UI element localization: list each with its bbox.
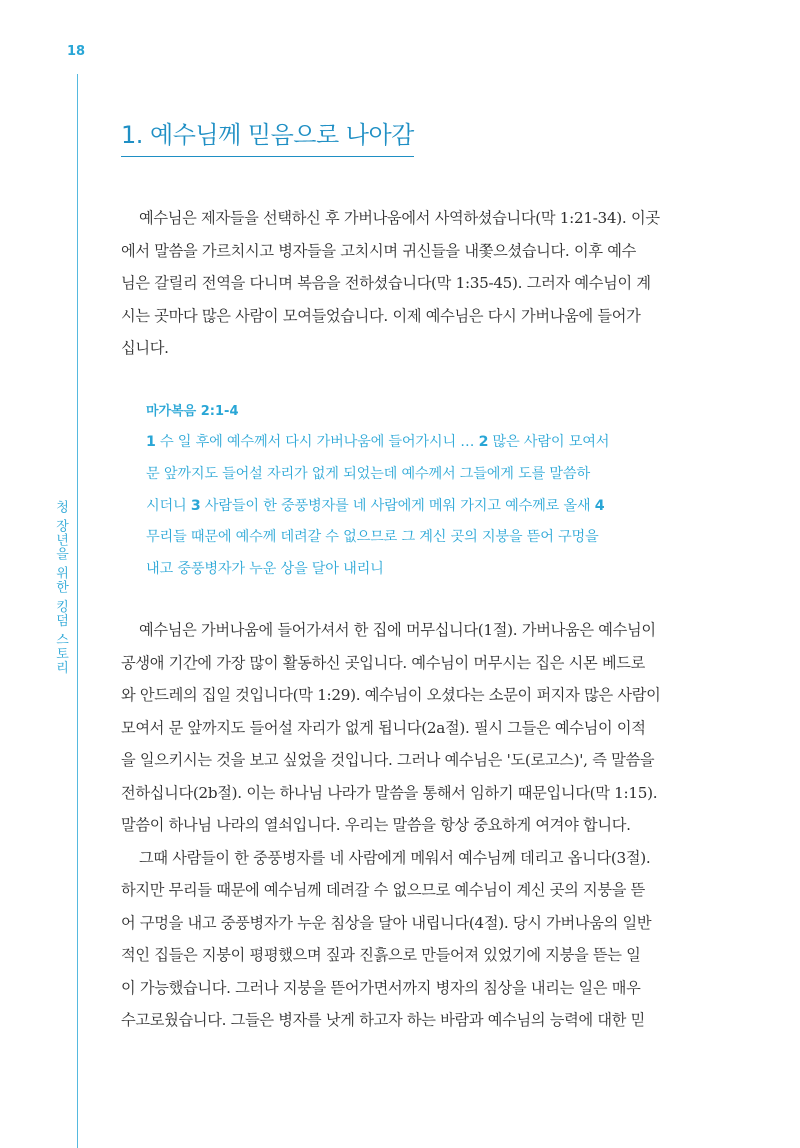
scripture-line bbox=[146, 554, 676, 586]
verse-text: 많은 사람이 모여서 bbox=[488, 434, 610, 450]
text-line: 예수님은 제자들을 선택하신 후 가버나움에서 사역하셨습니다(막 1:21-34). 이곳 bbox=[139, 209, 660, 227]
text-line: 어 구멍을 내고 중풍병자가 누운 침상을 달아 내립니다(4절). 당시 가버나움의 일반 bbox=[121, 913, 652, 932]
text-line: 예수님은 가버나움에 들어가셔서 한 집에 머무십니다(1절). 가버나움은 예수님이 bbox=[139, 621, 656, 639]
verse-text: 사람들이 한 중풍병자를 네 사람에게 메워 가지고 예수께로 올새 bbox=[200, 497, 595, 514]
text-line: 그때 사람들이 한 중풍병자를 네 사람에게 메워서 예수님께 데리고 옵니다(3절). bbox=[139, 848, 651, 867]
book-title-sidebar: 청 장년을 위한 킹덤 스토리 bbox=[53, 500, 68, 675]
verse-number: 3 bbox=[190, 497, 201, 514]
text-line: 시는 곳마다 많은 사람이 모여들었습니다. 이제 예수님은 다시 가버나움에 들어가 bbox=[121, 306, 641, 325]
scripture-text bbox=[146, 427, 676, 586]
verse-number: 2 bbox=[478, 434, 489, 450]
body-paragraph bbox=[121, 614, 695, 1037]
scripture-quote bbox=[146, 400, 676, 586]
scripture-line bbox=[146, 491, 676, 523]
verse-text: 수 일 후에 예수께서 다시 가버나움에 들어가시니 … bbox=[155, 434, 479, 450]
text-line: 적인 집들은 지붕이 평평했으며 짚과 진흙으로 만들어져 있었기에 지붕을 뜯는 일 bbox=[121, 946, 641, 964]
text-line: 공생애 기간에 가장 많이 활동하신 곳입니다. 예수님이 머무시는 집은 시몬 베드로 bbox=[121, 653, 646, 672]
text-line: 말씀이 하나님 나라의 열쇠입니다. 우리는 말씀을 항상 중요하게 여겨야 합니다. bbox=[121, 816, 631, 834]
text-line: 하지만 무리들 때문에 예수님께 데려갈 수 없으므로 예수님이 계신 곳의 지붕을 뜯 bbox=[121, 881, 646, 899]
scripture-line bbox=[146, 459, 676, 491]
verse-number: 1 bbox=[146, 434, 156, 450]
verse-text: 문 앞까지도 들어설 자리가 없게 되었는데 예수께서 그들에게 도를 말씀하 bbox=[146, 465, 590, 482]
text-line: 와 안드레의 집일 것입니다(막 1:29). 예수님이 오셨다는 소문이 퍼지자 많은 사람이 bbox=[121, 686, 661, 704]
chapter-title: 1. 예수님께 믿음으로 나아감 bbox=[121, 115, 414, 157]
page-number: 18 bbox=[67, 44, 86, 59]
text-line: 에서 말씀을 가르치시고 병자들을 고치시며 귀신들을 내쫓으셨습니다. 이후 예수 bbox=[121, 241, 636, 260]
text-line: 을 일으키시는 것을 보고 싶었을 것입니다. 그러나 예수님은 '도(로고스)', 즉 말씀을 bbox=[121, 751, 655, 769]
text-line: 십니다. bbox=[121, 339, 169, 357]
verse-number: 4 bbox=[594, 497, 605, 514]
scripture-line bbox=[146, 522, 676, 554]
text-line: 이 가능했습니다. 그러나 지붕을 뜯어가면서까지 병자의 침상을 내리는 일은 매우 bbox=[121, 978, 641, 997]
scripture-line bbox=[146, 427, 676, 459]
text-line: 님은 갈릴리 전역을 다니며 복음을 전하셨습니다(막 1:35-45). 그러자 예수님이 계 bbox=[121, 274, 651, 292]
text-line: 수고로웠습니다. 그들은 병자를 낫게 하고자 하는 바람과 예수님의 능력에 대한 믿 bbox=[121, 1011, 646, 1029]
verse-text: 무리들 때문에 예수께 데려갈 수 없으므로 그 계신 곳의 지붕을 뜯어 구멍을 bbox=[146, 529, 599, 546]
verse-text: 시더니 bbox=[146, 497, 191, 514]
verse-text: 내고 중풍병자가 누운 상을 달아 내리니 bbox=[146, 561, 384, 578]
scripture-reference: 마가복음 2:1-4 bbox=[146, 404, 239, 419]
text-line: 전하십니다(2b절). 이는 하나님 나라가 말씀을 통해서 임하기 때문입니다(막 1:15). bbox=[121, 783, 658, 802]
margin-rule bbox=[77, 74, 78, 1148]
intro-paragraph bbox=[121, 202, 695, 365]
text-line: 모여서 문 앞까지도 들어설 자리가 없게 됩니다(2a절). 필시 그들은 예수님이 이적 bbox=[121, 718, 646, 737]
